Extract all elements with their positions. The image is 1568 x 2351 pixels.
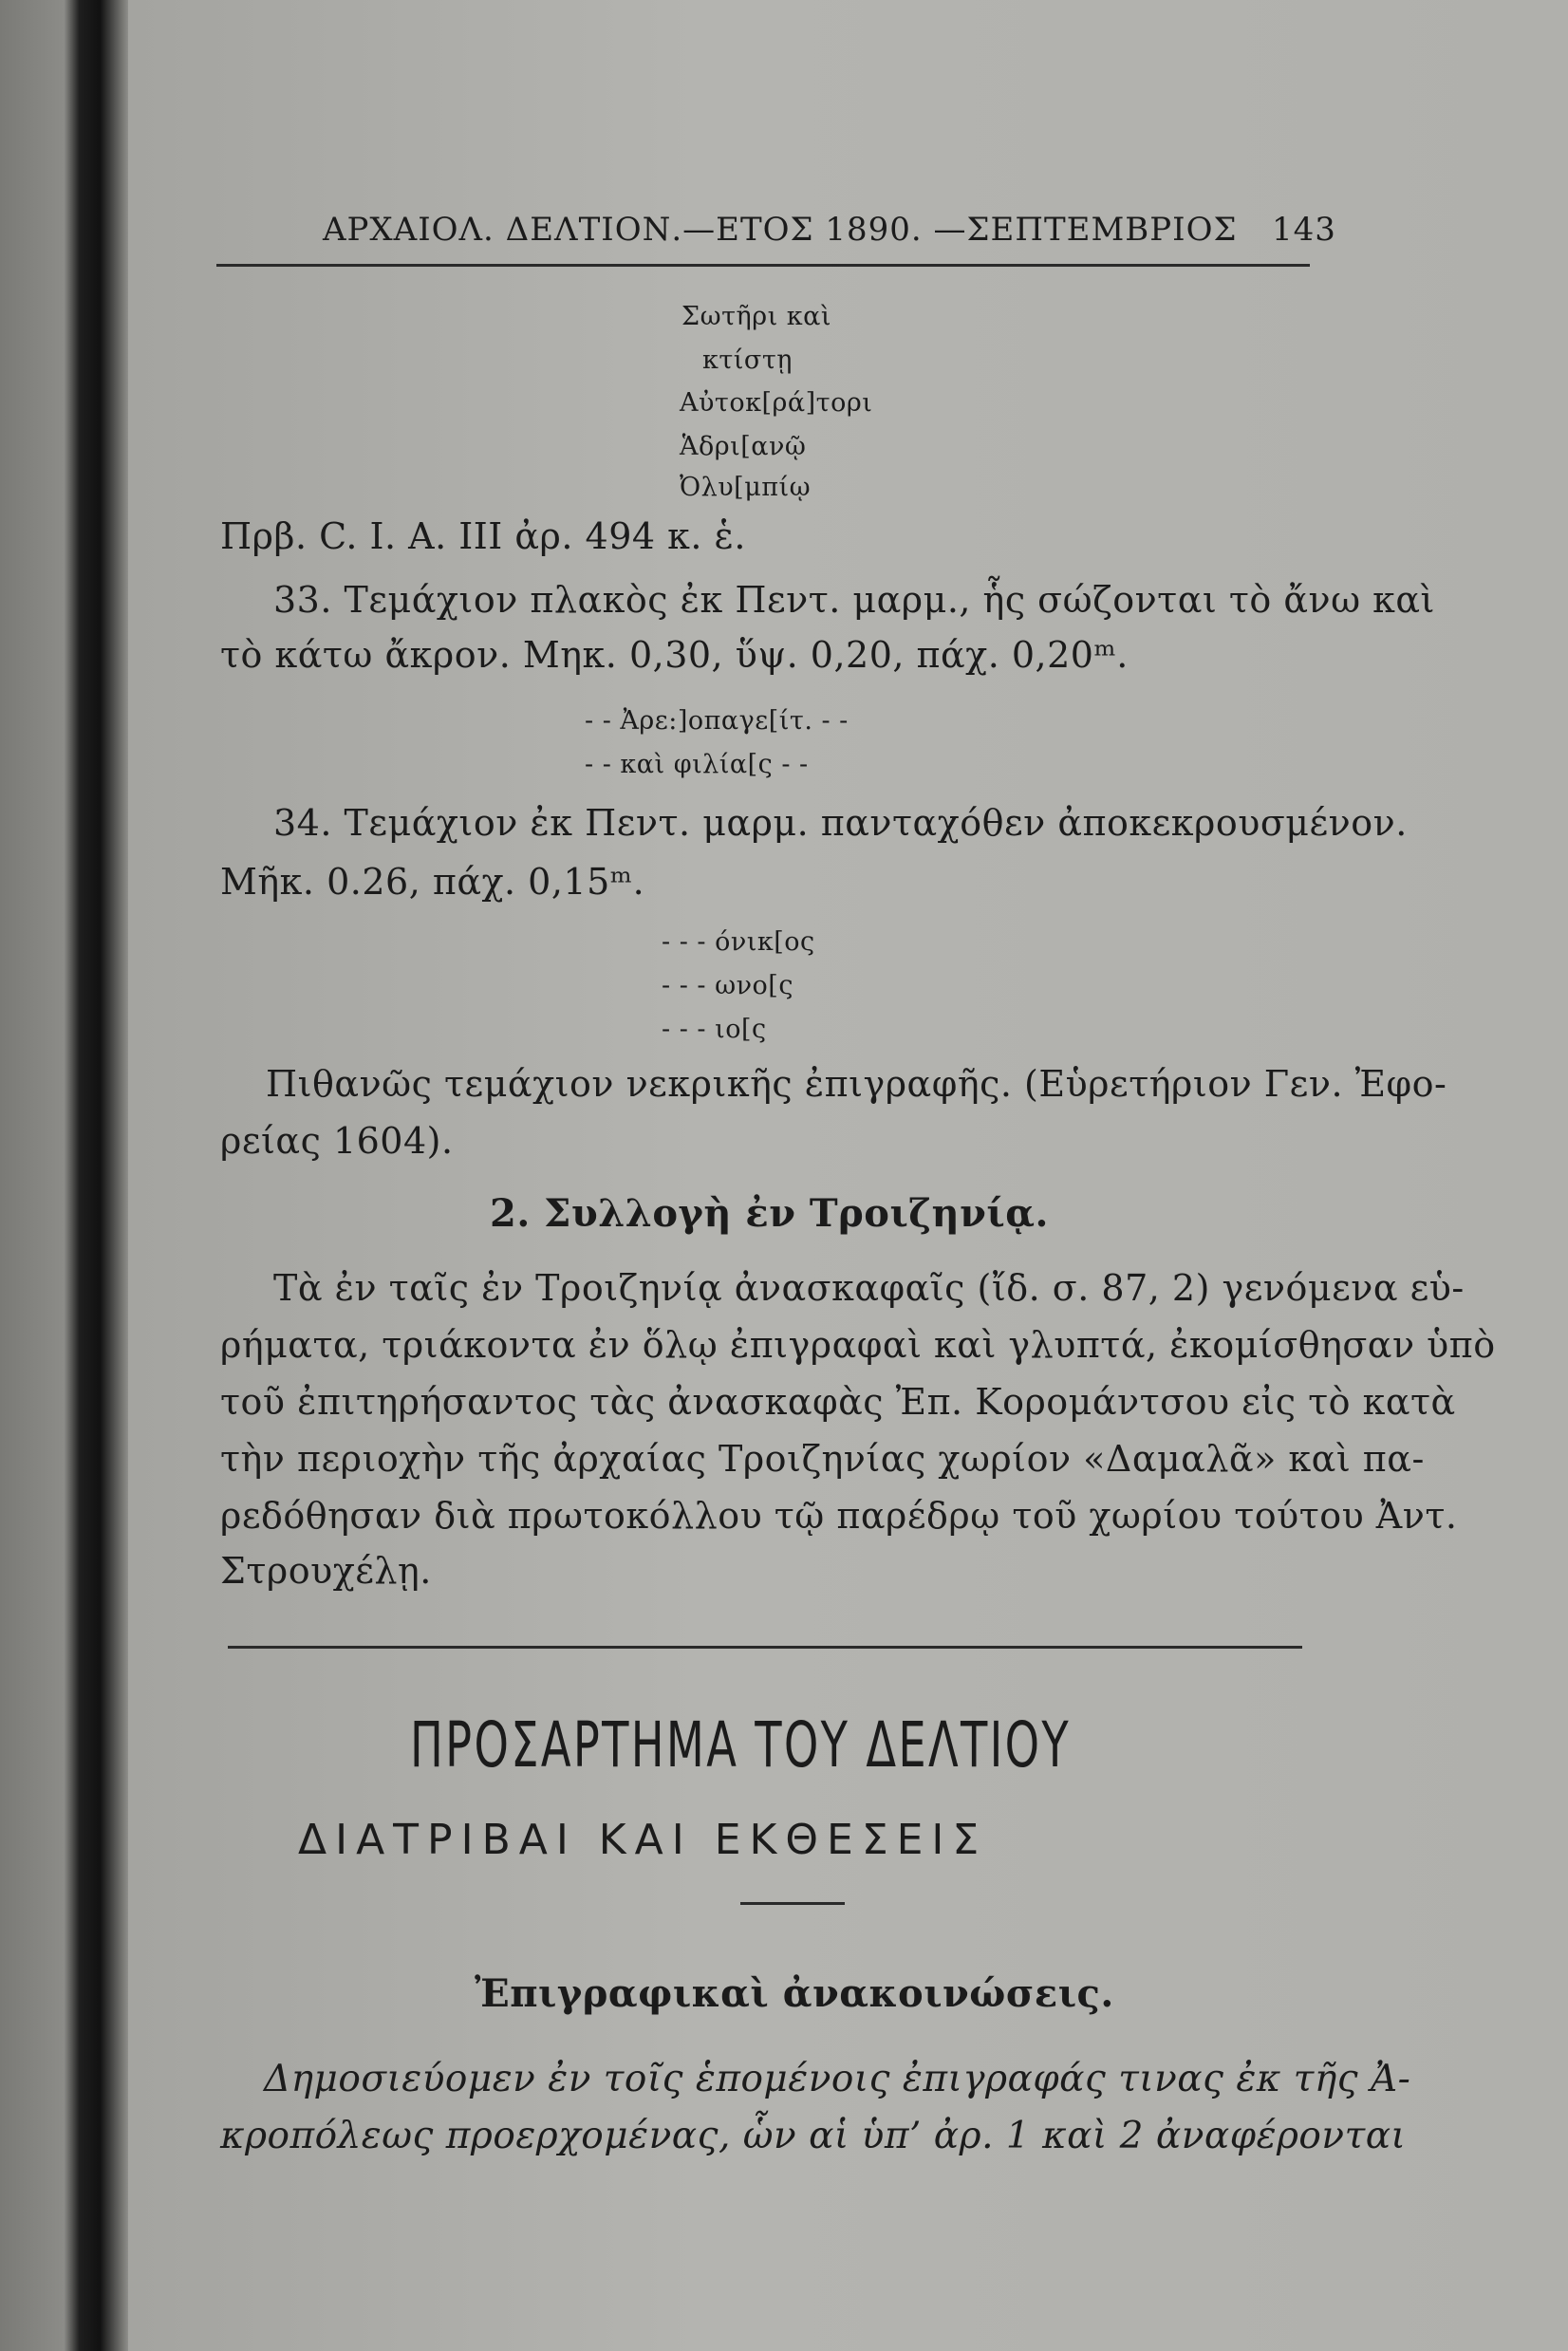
entry-33-line: τὸ κάτω ἄκρον. Μηκ. 0,30, ὕψ. 0,20, πάχ. 0,20ᵐ. [220, 634, 1129, 676]
running-header-title: ΑΡΧΑΙΟΛ. ΔΕΛΤΙΟΝ.—ΕΤΟΣ 1890. —ΣΕΠΤΕΜΒΡΙΟΣ [323, 211, 1238, 249]
note-34-line: Πιθανῶς τεμάχιον νεκρικῆς ἐπιγραφῆς. (Εὑρετήριον Γεν. Ἐφο- [266, 1063, 1447, 1105]
inscription-1-line: κτίστῃ [702, 345, 793, 375]
page-number: 143 [1272, 211, 1336, 249]
inscription-1-line: Αὐτοκ[ρά]τορι [680, 388, 873, 418]
section-paragraph-line: Στρουχέλῃ. [220, 1550, 432, 1592]
section-paragraph-line: ρεδόθησαν διὰ πρωτοκόλλου τῷ παρέδρῳ τοῦ χωρίου τούτου Ἀντ. [220, 1495, 1458, 1537]
section-paragraph-line: τοῦ ἐπιτηρήσαντος τὰς ἀνασκαφὰς Ἐπ. Κορομάντσου εἰς τὸ κατὰ [220, 1381, 1456, 1423]
appendix-subtitle: ΔΙΑΤΡΙΒΑΙ ΚΑΙ ΕΚΘΕΣΕΙΣ [298, 1816, 988, 1864]
appendix-intro-line: Δημοσιεύομεν ἐν τοῖς ἑπομένοις ἐπιγραφάς τινας ἐκ τῆς Ἀ- [264, 2058, 1411, 2100]
entry-34-line: 34. Τεμάχιον ἐκ Πεντ. μαρμ. πανταχόθεν ἀποκεκρουσμένον. [273, 802, 1408, 844]
inscription-1-line: Σωτῆρι καὶ [681, 302, 831, 331]
appendix-title: ΠΡΟΣΑΡΤΗΜΑ ΤΟΥ ΔΕΛΤΙΟΥ [410, 1708, 1071, 1782]
reference-line: Πρβ. C. I. A. III ἀρ. 494 κ. ἑ. [220, 515, 747, 557]
section-heading: 2. Συλλογὴ ἐν Τροιζηνίᾳ. [490, 1191, 1049, 1236]
entry-33-line: 33. Τεμάχιον πλακὸς ἐκ Πεντ. μαρμ., ἧς σώζονται τὸ ἄνω καὶ [273, 579, 1435, 621]
section-paragraph-line: τὴν περιοχὴν τῆς ἀρχαίας Τροιζηνίας χωρίον «Δαμαλᾶ» καὶ πα- [220, 1438, 1425, 1480]
note-34-line: ρείας 1604). [220, 1120, 454, 1162]
inscription-3-line: - - - ιο[ς [662, 1015, 767, 1044]
inscription-1-line: Ἁδρι[ανῷ [680, 432, 807, 461]
entry-34-line: Μῆκ. 0.26, πάχ. 0,15ᵐ. [220, 861, 645, 903]
appendix-heading: Ἐπιγραφικαὶ ἀνακοινώσεις. [475, 1971, 1114, 2016]
inscription-3-line: - - - ωνο[ς [662, 971, 793, 1000]
inscription-2-line: - - Ἀρε:]οπαγε[ίτ. - - [585, 706, 849, 736]
section-divider [228, 1646, 1302, 1649]
book-spine-shadow [0, 0, 128, 2351]
header-rule [216, 264, 1310, 267]
appendix-intro-line: κροπόλεως προερχομένας, ὧν αἱ ὑπ’ ἀρ. 1 καὶ 2 ἀναφέρονται [220, 2115, 1407, 2157]
subtitle-rule [740, 1902, 845, 1905]
section-paragraph-line: ρήματα, τριάκοντα ἐν ὅλῳ ἐπιγραφαὶ καὶ γλυπτά, ἐκομίσθησαν ὑπὸ [220, 1324, 1496, 1366]
inscription-1-line: Ὀλυ[μπίῳ [680, 473, 812, 502]
section-paragraph-line: Τὰ ἐν ταῖς ἐν Τροιζηνίᾳ ἀνασκαφαῖς (ἴδ. σ. 87, 2) γενόμενα εὑ- [273, 1267, 1465, 1309]
inscription-2-line: - - καὶ φιλία[ς - - [585, 750, 809, 779]
inscription-3-line: - - - όνικ[ος [662, 927, 815, 957]
